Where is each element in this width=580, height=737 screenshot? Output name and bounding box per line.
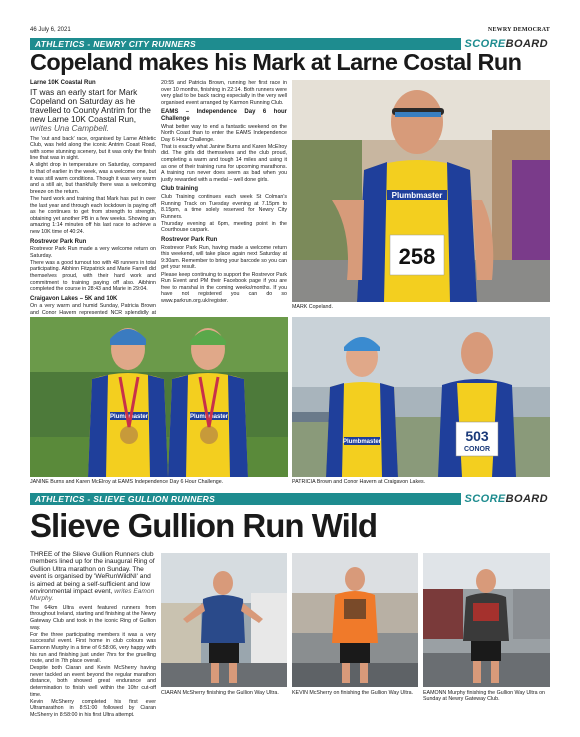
photo-ciaran-image bbox=[161, 553, 287, 687]
section-title: ATHLETICS - SLIEVE GULLION RUNNERS bbox=[35, 494, 216, 504]
paragraph: Club Training continues each week St Colman's Running Track on Tuesday evening at 7.15pm to 8.15pm, a time solely reserved for Newry City Runners. bbox=[161, 194, 287, 220]
section-bar-slieve-gullion-runners bbox=[30, 493, 550, 505]
paragraph: The 64km Ultra event featured runners from throughout Ireland, starting and finishing at the Newry Gateway Club and took in the iconic Ring of Gullion way. bbox=[30, 604, 156, 631]
vest-text: Plumbmaster bbox=[109, 414, 149, 420]
subhead-craigavon: Craigavon Lakes – 5K and 10K bbox=[30, 295, 118, 302]
story1-byline: writes Una Campbell. bbox=[30, 123, 109, 134]
paragraph: There was a good turnout too with 48 runners in total participating. Aibhinn Fitzpatrick and Marie Farrell did themselves proud, with their hard work and commitment to training paying off also. Aibhinn completed the course in 28:43 and Marie in 29:04. bbox=[30, 259, 156, 293]
paragraph: What better way to end a fantastic weekend on the North Coast than to enter the EAMS Independence Day 6 Hour Challenge. bbox=[161, 123, 287, 143]
photo-janine-karen bbox=[30, 317, 288, 477]
story2-headline: Slieve Gullion Run Wild bbox=[30, 507, 378, 544]
paragraph: The hard work and training that Mark has put in over the last year and through each lockdown is paying off as he continues to get from strength to strength, obtaining yet another PB in a few weeks. Showing an amazing 1:14 minutes off his last race to achieve a new 10K time of 40:24. bbox=[30, 195, 156, 235]
paragraph: That is exactly what Janine Burns and Karen McElroy did. The girls did themselves and the club proud, completing a warm and tough 14 miles and using it as one of their training runs for upcoming marathons. A training run never does seem as bad when you justly rewarded with a medal – well done girls. bbox=[161, 143, 287, 183]
scoreboard-logo-part-b: BOARD bbox=[505, 493, 548, 505]
caption-patricia-conor: PATRICIA Brown and Conor Havern at Craigavon Lakes. bbox=[292, 479, 426, 485]
photo-kevin-mcsherry bbox=[292, 553, 418, 687]
photo-eamonn-image bbox=[423, 553, 550, 687]
story2-lead-text: THREE of the Slieve Gullion Runners club members lined up for the inaugural Ring of Gullion Ultra marathon on Sunday. The event is organised by 'WeRunWildNI' and is aimed at being a self-sufficient and low environmental impact event, bbox=[30, 551, 155, 596]
page-date: 46 July 6, 2021 bbox=[30, 27, 71, 33]
paragraph: Kevin McSherry completed his first ever Ultramarathon in 8:51:00 followed by Ciaran McSherry in 8:58:00 in his first Ultra attempt. bbox=[30, 698, 156, 718]
photo-patricia-conor bbox=[292, 317, 550, 477]
bib-number: 503 bbox=[465, 428, 489, 444]
photo-patricia-conor-image bbox=[292, 317, 550, 477]
caption-janine-karen: JANINE Burns and Karen McElroy at EAMS Independence Day 6 Hour Challenge. bbox=[30, 479, 224, 485]
subhead-rostrevor-2: Rostrevor Park Run bbox=[161, 237, 218, 244]
caption-ciaran: CIARAN McSherry finishing the Gullion Way Ultra. bbox=[161, 690, 279, 696]
bib-name: CONOR bbox=[463, 446, 491, 453]
paragraph: The 'out and back' race, organised by Larne Athletic Club, was held along the iconic Antrim Coast Road, with some stunning scenery, but it was only the finish line that was in sight. bbox=[30, 135, 156, 162]
paragraph: For the three participating members it was a very successful event. First home in club colours was Eamonn Murphy in a time of 6:58:06, very happy with his run and finishing just under 7hrs for the gruelling route, and in 7th place overall. bbox=[30, 631, 156, 665]
story2-lead bbox=[30, 551, 156, 603]
story1-column-2 bbox=[161, 80, 287, 305]
scoreboard-logo-part-a: SCORE bbox=[464, 38, 506, 50]
paragraph: Despite both Ciaran and Kevin McSherry having never tackled an event beyond the regular marathon distance, both showed great endurance and determination to finish well within the 10hr cut-off time. bbox=[30, 665, 156, 698]
section-title: ATHLETICS - NEWRY CITY RUNNERS bbox=[35, 39, 196, 49]
photo-mark-copeland bbox=[292, 80, 550, 302]
vest-text: Plumbmaster bbox=[342, 439, 382, 445]
bib-number: 258 bbox=[398, 244, 436, 269]
photo-kevin-image bbox=[292, 553, 418, 687]
caption-kevin: KEVIN McSherry on finishing the Gullion Way Ultra. bbox=[292, 690, 414, 696]
story1-lead-text: IT was an early start for Mark Copeland on Saturday as he travelled to County Antrim for the new Larne 10K Coastal Run, bbox=[30, 86, 151, 125]
paragraph: Rostrevor Park Run, having made a welcome return this weekend, will take place again next Saturday at 9:30am. Remember to bring your barcode so you can get your result. bbox=[161, 244, 287, 271]
subhead-eams: EAMS – Independence Day 6 hour Challenge bbox=[161, 109, 287, 122]
vest-text: Plumbmaster bbox=[189, 414, 229, 420]
scoreboard-logo bbox=[461, 492, 550, 506]
subhead-club-training: Club training bbox=[161, 186, 198, 193]
caption-mark-copeland: MARK Copeland. bbox=[292, 304, 333, 310]
story1-column-1 bbox=[30, 80, 156, 337]
story2-column-1 bbox=[30, 551, 156, 719]
scoreboard-logo-part-b: BOARD bbox=[505, 38, 548, 50]
paragraph: Thursday evening at 6pm, meeting point in the Courthouse carpark. bbox=[161, 220, 287, 234]
paragraph: 20:55 and Patricia Brown, running her first race in over 10 months, finishing in 22:14. Both runners were very glad to be back racing especially in the very well organised event arranged by Karmon Running Club. bbox=[161, 80, 287, 106]
photo-mark-copeland-image bbox=[292, 80, 550, 302]
subhead-larne: Larne 10K Coastal Run bbox=[30, 80, 96, 86]
photo-eamonn-murphy bbox=[423, 553, 550, 687]
photo-ciaran-mcsherry bbox=[161, 553, 287, 687]
page-header bbox=[30, 27, 550, 37]
vest-text: Plumbmaster bbox=[391, 191, 443, 200]
caption-eamonn: EAMONN Murphy finishing the Gullion Way Ultra on Sunday at Newry Gateway Club. bbox=[423, 690, 545, 703]
scoreboard-logo-part-a: SCORE bbox=[464, 493, 506, 505]
paragraph: A slight drop in temperature on Saturday, compared to that of earlier in the week, was a welcome one, but it was still warm conditions. Though it was very warm and a still air, but thankfully there was a welcoming breeze on the return. bbox=[30, 162, 156, 195]
paragraph: Rostrevor Park Run made a very welcome return on Saturday. bbox=[30, 246, 156, 259]
newspaper-name: NEWRY DEMOCRAT bbox=[487, 27, 550, 33]
story1-lead bbox=[30, 88, 156, 134]
paragraph: Please keep continuing to support the Rostrevor Park Run Event and PM their Facebook page if you are free to marshal in the coming weeks/months. If you have not registered you can do so www.parkrun.org.uk/register. bbox=[161, 271, 287, 304]
story1-headline: Copeland makes his Mark at Larne Costal Run bbox=[30, 49, 522, 75]
paragraph: On a very warm and humid Sunday, Patricia Brown and Conor Havern represented NCR splendidly at bbox=[30, 303, 156, 316]
photo-janine-karen-image bbox=[30, 317, 288, 477]
story2-byline: writes Eamon Murphy. bbox=[30, 588, 155, 603]
subhead-rostrevor: Rostrevor Park Run bbox=[30, 238, 87, 245]
